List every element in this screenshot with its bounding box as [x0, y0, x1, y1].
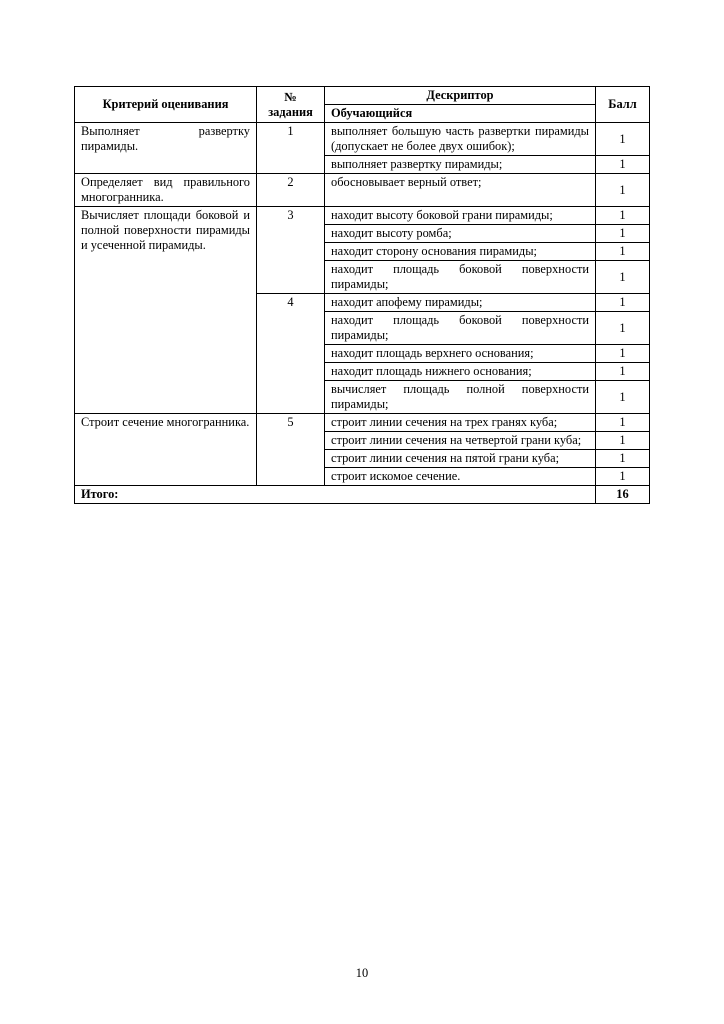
descriptor-cell: строит искомое сечение.	[325, 468, 596, 486]
rubric-row	[75, 414, 650, 432]
descriptor-cell: вычисляет площадь полной поверхности пирамиды;	[325, 381, 596, 414]
criterion-cell: Вычисляет площади боковой и полной поверхности пирамиды и усеченной пирамиды.	[75, 207, 257, 414]
header-row	[75, 87, 650, 105]
points-cell: 1	[596, 174, 650, 207]
points-cell: 1	[596, 294, 650, 312]
criterion-cell: Строит сечение многогранника.	[75, 414, 257, 486]
descriptor-cell: находит высоту боковой грани пирамиды;	[325, 207, 596, 225]
points-cell: 1	[596, 450, 650, 468]
points-cell: 1	[596, 345, 650, 363]
rubric-row	[75, 174, 650, 207]
rubric-row	[75, 207, 650, 225]
task-number-cell: 1	[257, 123, 325, 174]
descriptor-cell: находит площадь боковой поверхности пирамиды;	[325, 312, 596, 345]
rubric-body	[75, 123, 650, 486]
total-points: 16	[596, 486, 650, 504]
task-number-cell: 5	[257, 414, 325, 486]
descriptor-cell: строит линии сечения на четвертой грани куба;	[325, 432, 596, 450]
descriptor-cell: выполняет большую часть развертки пирамиды (допускает не более двух ошибок);	[325, 123, 596, 156]
student-subheader: Обучающийся	[325, 105, 596, 123]
descriptor-header: Дескриптор	[325, 87, 596, 105]
task-number-cell: 2	[257, 174, 325, 207]
descriptor-cell: строит линии сечения на пятой грани куба;	[325, 450, 596, 468]
task-number-cell: 4	[257, 294, 325, 414]
descriptor-cell: выполняет развертку пирамиды;	[325, 156, 596, 174]
points-cell: 1	[596, 243, 650, 261]
descriptor-cell: находит апофему пирамиды;	[325, 294, 596, 312]
descriptor-cell: строит линии сечения на трех гранях куба;	[325, 414, 596, 432]
points-cell: 1	[596, 414, 650, 432]
rubric-row	[75, 123, 650, 156]
descriptor-cell: обосновывает верный ответ;	[325, 174, 596, 207]
descriptor-cell: находит площадь боковой поверхности пирамиды;	[325, 261, 596, 294]
assessment-rubric-table	[74, 86, 650, 504]
page-number: 10	[355, 966, 369, 980]
points-cell: 1	[596, 207, 650, 225]
task-number-cell: 3	[257, 207, 325, 294]
descriptor-cell: находит площадь нижнего основания;	[325, 363, 596, 381]
points-cell: 1	[596, 468, 650, 486]
criterion-cell: Выполняет развертку пирамиды.	[75, 123, 257, 174]
total-row	[75, 486, 650, 504]
task-number-header: № задания	[257, 87, 325, 123]
points-cell: 1	[596, 312, 650, 345]
points-cell: 1	[596, 261, 650, 294]
points-cell: 1	[596, 156, 650, 174]
descriptor-cell: находит сторону основания пирамиды;	[325, 243, 596, 261]
criterion-cell: Определяет вид правильного многогранника.	[75, 174, 257, 207]
points-cell: 1	[596, 432, 650, 450]
descriptor-cell: находит площадь верхнего основания;	[325, 345, 596, 363]
points-cell: 1	[596, 363, 650, 381]
points-cell: 1	[596, 381, 650, 414]
points-cell: 1	[596, 123, 650, 156]
points-cell: 1	[596, 225, 650, 243]
criterion-header: Критерий оценивания	[75, 87, 257, 123]
points-header: Балл	[596, 87, 650, 123]
descriptor-cell: находит высоту ромба;	[325, 225, 596, 243]
total-label: Итого:	[75, 486, 596, 504]
